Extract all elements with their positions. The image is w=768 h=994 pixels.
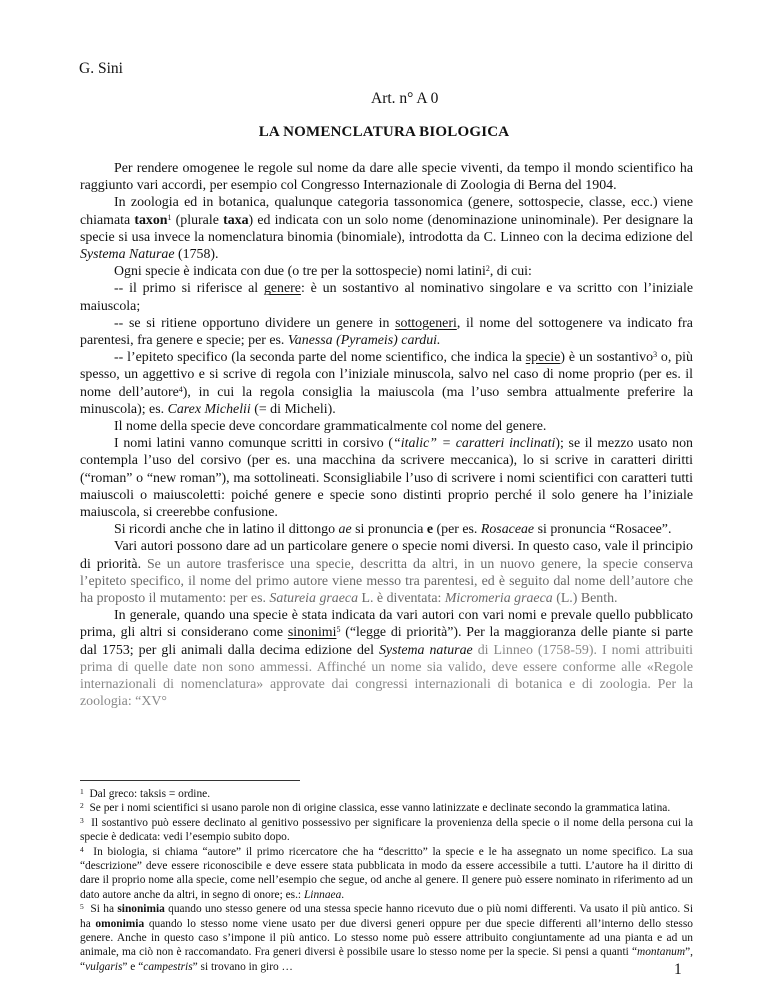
text: In zoologia ed in botanica, qualunque categoria tassonomica (genere, sottospecie, classe, ecc.) viene chiamata [80,195,693,228]
footnotes [80,787,693,974]
text: quando lo stesso nome viene usato per due diversi generi oppure per due specie differenti all’interno dello stesso genere. Anche in questo caso s’impone il più antico. Lo stesso nome può essere attribuito congiuntamente ad una pianta e ad un animale, ma ciò non è raccomandato. Fra generi diversi è possibile usare lo stesso nome per la specie. Si pensi a quanti “ [80,917,693,959]
text: Se un autore trasferisce una specie, descritta da altri, in un nuovo genere, la specie conserva l’epiteto specifico, il nome del primo autore viene messo tra parentesi, ed è seguito dal nome dell’autore che ha proposto il mutamento: per es. [80,556,693,607]
footnote-number: 1 [80,787,84,796]
text: (L.) Benth. [552,591,618,607]
text: -- l’epiteto specifico (la seconda parte del nome scientifico, che indica la [114,350,526,366]
footnote-ref: 5 [336,625,341,635]
text: (plurale [171,212,224,228]
book-title: Systema Naturae [80,247,175,263]
text: ”, “ [80,946,693,973]
document-title: LA NOMENCLATURA BIOLOGICA [258,124,510,140]
text: , il nome del sottogenere va indicato fra parentesi, fra genere e specie; per es. [80,315,693,349]
species-name: Micromeria graeca [444,591,553,607]
paragraph [80,194,693,263]
text: ” e “ [122,960,144,973]
paragraph [80,315,693,349]
footnote-ref: 4 [178,384,183,394]
text: ); se il mezzo usato non contempla l’uso del corsivo (per es. una macchina da scrivere meccanica), lo si scrive in caratteri diritti (“roman” o “new roman”), ma sottolineati. Sconsigliabile l’uso di scrivere i nomi scientifici con caratteri tutti maiuscoli o maiuscoletti: poiché genere e specie sono distinti proprio perché il solo genere ha l’iniziale maiuscola, si creerebbe confusione. [80,436,693,521]
genus-name: Linnaea [303,888,342,901]
text: (1758). [174,247,219,263]
author-name: G. Sini [79,60,123,77]
bold-term: omonimia [95,917,145,930]
text: Ogni specie è indicata con due (o tre per la sottospecie) nomi latini [114,264,486,280]
footnote [80,902,693,974]
underlined-term: specie [525,350,561,366]
footnote-separator [80,780,300,781]
text: (“legge di priorità”). Per la maggioranza delle piante si parte dal 1753; per gli animali dalla decima edizione del [80,625,693,658]
text: quando uno stesso genere od una stessa specie hanno ricevuto due o più nomi differenti. Va usato il più antico. Si ha [80,903,694,930]
text: Se per i nomi scientifici si usano parole non di origine classica, esse vanno latinizzate e declinate secondo la grammatica latina. [89,802,671,815]
italic-text: campestris [143,960,193,973]
text: si pronuncia “Rosacee”. [534,522,672,538]
footnote-number: 5 [80,902,84,912]
bold-term: sinonimia [117,903,165,916]
text: Si ha [90,903,118,916]
text: Il sostantivo può essere declinato al genitivo possessivo per significare la provenienza della specie o il nome della persona cui la specie è dedicata: vedi l’esempio subito dopo. [80,816,693,844]
text: ) è un sostantivo [560,350,654,366]
text: I nomi latini vanno comunque scritti in corsivo ( [114,436,394,452]
paragraph [80,538,693,607]
paragraph [80,160,693,194]
text: : è un sostantivo al nominativo singolare e va scritto con l’iniziale maiuscola; [80,281,693,314]
species-name: Carex Michelii [167,401,251,417]
italic-text: vulgaris [85,960,123,973]
footnote [80,787,693,801]
body-text [80,160,693,711]
paragraph [80,521,693,538]
text: Per rendere omogenee le regole sul nome da dare alle specie viventi, da tempo il mondo scientifico ha raggiunto vari accordi, per esempio col Congresso Internazionale di Zoologia di Berna del 1904. [80,161,693,194]
page-number: 1 [674,961,682,978]
text: (= di Micheli). [250,401,336,417]
footnote-number: 2 [80,801,84,811]
term-taxon: taxon [134,212,168,228]
text: Dal greco: taksis = ordine. [89,788,211,800]
paragraph [80,263,693,280]
bold-text: e [426,522,434,538]
term-taxa: taxa [223,212,249,228]
paragraph [80,607,693,710]
text: , di cui: [489,264,532,280]
text: Vari autori possono dare ad un particolare genere o specie nomi diversi. In questo caso, vale il principio di priorità. [80,539,693,572]
paragraph [80,280,693,314]
footnote [80,816,693,845]
text: In generale, quando una specie è stata indicata da vari autori con vari nomi e prevale quello pubblicato prima, gli altri si considerano come [80,608,693,641]
italic-text: montanum [637,946,686,959]
paragraph [80,349,693,418]
footnote-number: 4 [80,844,84,854]
italic-text: “italic” = caratteri inclinati [393,436,556,452]
footnote [80,845,693,903]
underlined-term: sinonimi [287,625,337,641]
text: Il nome della specie deve concordare grammaticalmente col nome del genere. [114,419,547,435]
text: ), in cui la regola consiglia la maiuscola (ma l’uso sembra attualmente preferire la minuscola); es. [80,384,693,417]
book-title: Systema naturae [378,642,473,658]
paragraph [80,435,693,521]
text: L. è diventata: [358,591,445,607]
underlined-term: sottogeneri [395,315,457,331]
gray-text [80,557,693,606]
text: Si ricordi anche che in latino il dittongo [114,522,339,538]
underlined-term: genere [263,281,301,297]
footnote-ref: 3 [653,350,658,360]
text: di Linneo (1758-59). I nomi attribuiti prima di quelle date non sono ammessi. Affinché un nome sia valido, deve essere conforme alle «Regole internazionali di nomenclatura» approvate dai congressi internazionali di botanica e di zoologia. Per la zoologia: “XV° [80,642,693,710]
footnote-ref: 1 [167,212,172,222]
text: In biologia, si chiama “autore” il primo ricercatore che ha “descritto” la specie e le ha assegnato un nome specifico. La sua “descrizione” deve essere riconoscibile e deve essere stata pubblicata in modo da essere accessibile a tutti. L’autore ha il diritto di dare il proprio nome alla specie, come nell’esempio che segue, od anche al genere. Il genere può essere nominato in riferimento ad un dato autore anche da altri, in segno di onore; es.: [80,845,693,901]
species-name: Vanessa (Pyrameis) cardui. [287,333,441,349]
footnote [80,801,693,815]
footnote-ref: 2 [485,264,490,274]
text: -- se si ritiene opportuno dividere un genere in [114,315,396,331]
footnote-number: 3 [80,815,84,825]
text: -- il primo si riferisce al [114,281,264,297]
text: ” si trovano in giro … [192,960,293,973]
text: si pronuncia [351,522,427,538]
text: ) ed indicata con un solo nome (denominazione uninominale). Per designare la specie si usa invece la nomenclatura binomia (binomiale), introdotta da C. Linneo con la decima edizione del [80,212,693,245]
text: . [341,888,345,901]
paragraph [80,418,693,435]
text: o, più spesso, un aggettivo e si scrive di regola con l’iniziale minuscola, salvo nel caso di nome proprio (per es. il nome dell’autore [80,350,693,400]
species-name: Rosaceae [480,522,535,538]
text: (per es. [433,522,481,538]
article-number: Art. n° A 0 [371,90,439,107]
italic-text: ae [338,522,352,538]
species-name: Satureia graeca [269,591,359,607]
